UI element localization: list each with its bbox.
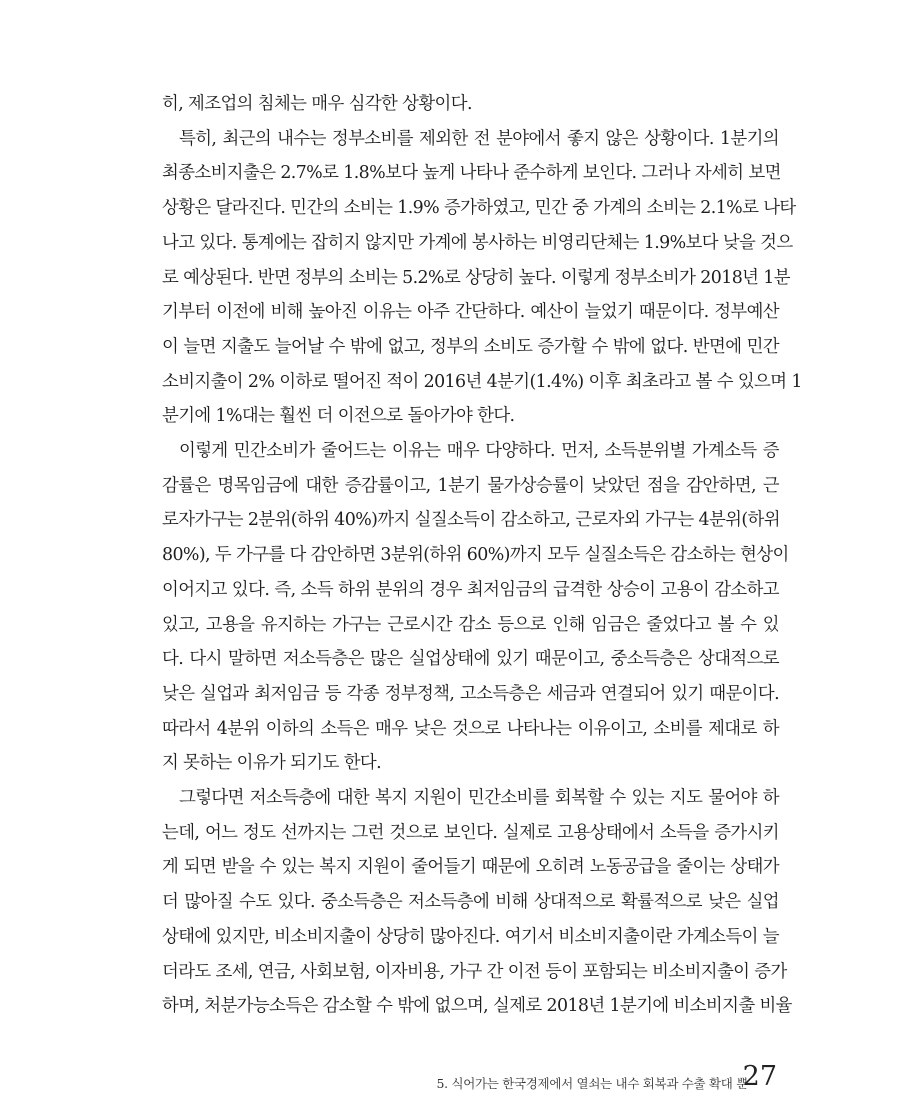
body-line: 는데, 어느 정도 선까지는 그런 것으로 보인다. 실제로 고용상태에서 소득을 증가시키: [162, 822, 779, 843]
body-line: 감률은 명목임금에 대한 증감률이고, 1분기 물가상승률이 낮았던 점을 감안하면, 근: [162, 475, 779, 496]
page-footer: [0, 1058, 900, 1098]
body-line: 따라서 4분위 이하의 소득은 매우 낮은 것으로 나타나는 이유이고, 소비를 제대로 하: [162, 718, 779, 739]
body-line: 상태에 있지만, 비소비지출이 상당히 많아진다. 여기서 비소비지출이란 가계소득이 늘: [162, 926, 779, 947]
body-line: 이 늘면 지출도 늘어날 수 밖에 없고, 정부의 소비도 증가할 수 밖에 없다. 반면에 민간: [162, 336, 779, 357]
body-line: 낮은 실업과 최저임금 등 각종 정부정책, 고소득층은 세금과 연결되어 있기 때문이다.: [162, 683, 779, 704]
body-line: 그렇다면 저소득층에 대한 복지 지원이 민간소비를 회복할 수 있는 지도 물어야 하: [179, 788, 779, 808]
body-line: 더 많아질 수도 있다. 중소득층은 저소득층에 비해 상대적으로 확률적으로 낮은 실업: [162, 892, 779, 913]
body-line: 로자가구는 2분위(하위 40%)까지 실질소득이 감소하고, 근로자외 가구는 4분위(하위: [162, 510, 780, 531]
chapter-title: 5. 식어가는 한국경제에서 열쇠는 내수 회복과 수출 확대 뿐: [436, 1076, 748, 1091]
body-line: 소비지출이 2% 이하로 떨어진 적이 2016년 4분기(1.4%) 이후 최초라고 볼 수 있으며 1: [162, 371, 802, 392]
body-line: 다. 다시 말하면 저소득층은 많은 실업상태에 있기 때문이고, 중소득층은 상대적으로: [162, 649, 779, 670]
body-line: 더라도 조세, 연금, 사회보험, 이자비용, 가구 간 이전 등이 포함되는 비소비지출이 증가: [162, 961, 787, 982]
body-line: 히, 제조업의 침체는 매우 심각한 상황이다.: [162, 94, 472, 114]
body-line: 이렇게 민간소비가 줄어드는 이유는 매우 다양하다. 먼저, 소득분위별 가계소득 증: [179, 441, 779, 461]
body-line: 게 되면 받을 수 있는 복지 지원이 줄어들기 때문에 오히려 노동공급을 줄이는 상태가: [162, 857, 779, 878]
body-line: 이어지고 있다. 즉, 소득 하위 분위의 경우 최저임금의 급격한 상승이 고용이 감소하고: [162, 579, 779, 600]
body-line: 분기에 1%대는 훨씬 더 이전으로 돌아가야 한다.: [162, 406, 515, 427]
body-line: 나고 있다. 통계에는 잡히지 않지만 가계에 봉사하는 비영리단체는 1.9%보다 낮을 것으: [162, 232, 793, 253]
body-line: 있고, 고용을 유지하는 가구는 근로시간 감소 등으로 인해 임금은 줄었다고 볼 수 있: [162, 614, 779, 635]
body-line: 기부터 이전에 비해 높아진 이유는 아주 간단하다. 예산이 늘었기 때문이다. 정부예산: [162, 302, 779, 323]
body-line: 지 못하는 이유가 되기도 한다.: [162, 753, 382, 774]
body-line: 특히, 최근의 내수는 정부소비를 제외한 전 분야에서 좋지 않은 상황이다. 1분기의: [179, 128, 779, 149]
body-line: 로 예상된다. 반면 정부의 소비는 5.2%로 상당히 높다. 이렇게 정부소비가 2018년 1분: [162, 267, 790, 288]
body-line: 최종소비지출은 2.7%로 1.8%보다 높게 나타나 준수하게 보인다. 그러나 자세히 보면: [162, 163, 781, 184]
body-line: 하며, 처분가능소득은 감소할 수 밖에 없으며, 실제로 2018년 1분기에 비소비지출 비율: [162, 996, 792, 1017]
body-line: 80%), 두 가구를 다 감안하면 3분위(하위 60%)까지 모두 실질소득은 감소하는 현상이: [162, 545, 789, 566]
body-line: 상황은 달라진다. 민간의 소비는 1.9% 증가하였고, 민간 중 가계의 소비는 2.1%로 나타: [162, 198, 796, 219]
page-number: 27: [742, 1061, 777, 1092]
